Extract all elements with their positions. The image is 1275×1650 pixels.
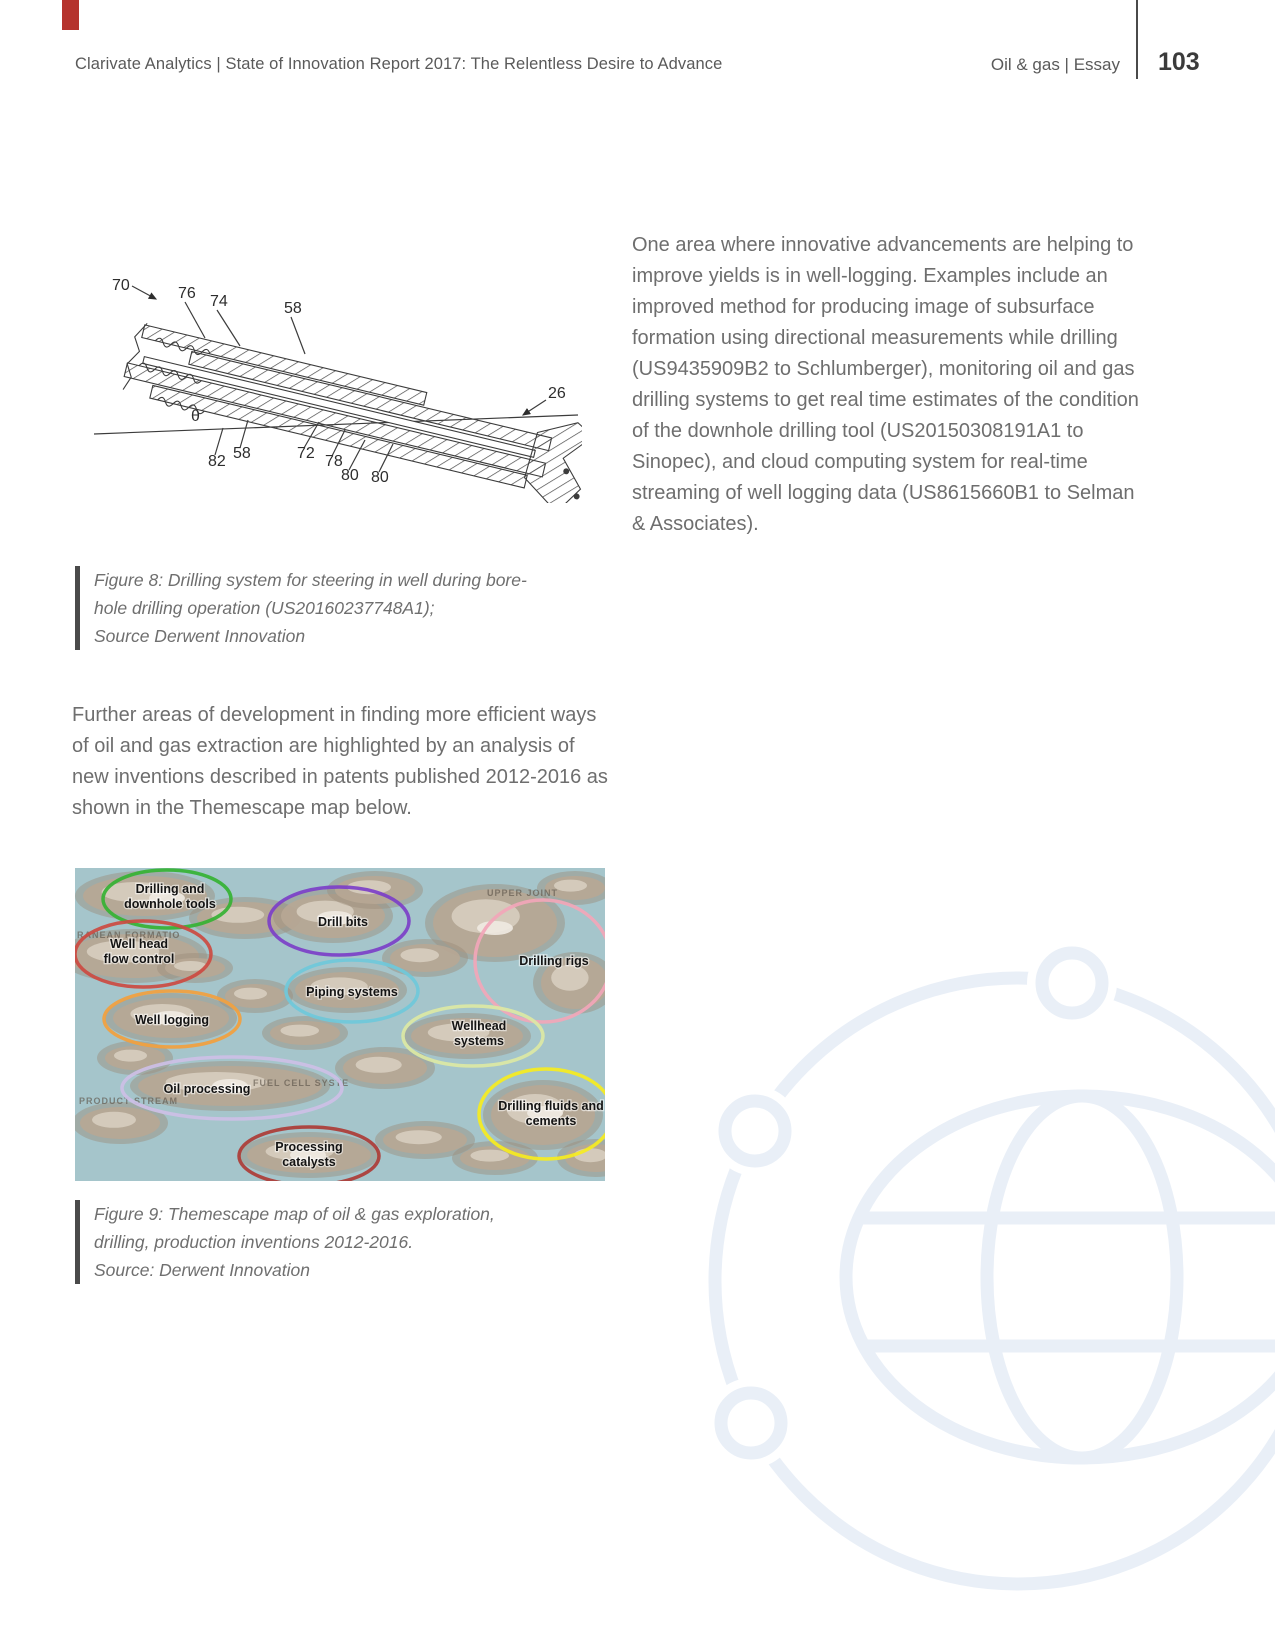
- map-region-label: cements: [525, 1114, 577, 1128]
- themescape-map-image: [75, 868, 605, 1181]
- map-region-label: Drilling fluids and: [498, 1099, 604, 1113]
- map-region-label: Drilling rigs: [519, 954, 589, 968]
- figure8-patent-drawing: [92, 268, 582, 503]
- map-region-label: Well head: [109, 937, 169, 951]
- figure8-leader-line: [291, 317, 305, 354]
- figure9-caption: [75, 1200, 534, 1284]
- brand-accent-bar: [62, 0, 79, 30]
- figure8-ref-numeral: 26: [548, 385, 566, 402]
- figure9-caption-line: Source: Derwent Innovation: [94, 1260, 310, 1280]
- figure8-ref-numeral: 58: [284, 300, 302, 317]
- figure8-leader-line: [185, 302, 205, 338]
- header-report-title: Clarivate Analytics | State of Innovation Report 2017: The Relentless Desire to Advance: [75, 55, 723, 73]
- map-region-label: Drill bits: [317, 915, 369, 929]
- map-faint-term: FUEL CELL SYSTE: [253, 1078, 350, 1088]
- figure8-caption: [75, 566, 534, 650]
- map-region-label: catalysts: [282, 1155, 336, 1169]
- header-section-label: Oil & gas | Essay: [990, 55, 1120, 74]
- figure8-leader-line: [523, 400, 546, 415]
- figure8-ref-numeral: 80: [341, 467, 359, 484]
- figure8-ref-numeral: 70: [112, 277, 130, 294]
- map-region-label: Well logging: [134, 1013, 210, 1027]
- figure8-ref-numeral: 82: [208, 453, 226, 470]
- map-region-label: Wellhead: [451, 1019, 507, 1033]
- page-number: 103: [1158, 48, 1200, 76]
- map-region-label: Processing: [275, 1140, 343, 1154]
- figure8-ref-numeral: 58: [233, 445, 251, 462]
- figure8-caption-line: Figure 8: Drilling system for steering in well during bore-: [94, 570, 527, 590]
- figure9-caption-line: drilling, production inventions 2012-2016.: [94, 1232, 414, 1252]
- header-divider: [1136, 0, 1138, 79]
- globe-icon: [715, 953, 1275, 1584]
- map-region-label: Drilling and: [135, 882, 205, 896]
- map-region-label: downhole tools: [124, 897, 216, 911]
- figure9-themescape-map: [75, 868, 605, 1181]
- figure8-caption-line: hole drilling operation (US20160237748A1);: [94, 598, 435, 618]
- map-region-label: systems: [453, 1034, 505, 1048]
- figure8-caption-line: Source Derwent Innovation: [94, 626, 306, 646]
- figure8-ref-numeral: 78: [325, 453, 343, 470]
- map-faint-term: UPPER JOINT: [487, 888, 559, 898]
- map-region-label: Oil processing: [163, 1082, 251, 1096]
- figure8-leader-line: [132, 286, 156, 299]
- body-paragraph-themescape-intro: Further areas of development in finding more efficient ways of oil and gas extraction are highlighted by an analysis of new inventions described in patents published 2012-2016 as shown in the Themescape map below.: [72, 704, 608, 819]
- figure8-ref-numeral: 74: [210, 293, 228, 310]
- map-faint-term: PRODUCT STREAM: [79, 1096, 178, 1106]
- map-region-label: flow control: [103, 952, 175, 966]
- map-region-label: Piping systems: [306, 985, 398, 999]
- figure9-caption-line: Figure 9: Themescape map of oil & gas exploration,: [94, 1204, 495, 1224]
- figure8-leader-line: [215, 428, 223, 455]
- figure8-leader-line: [240, 420, 248, 448]
- figure8-ref-numeral: θ: [191, 408, 200, 425]
- figure8-leader-line: [217, 310, 240, 346]
- figure8-ref-numeral: 76: [178, 285, 196, 302]
- body-paragraph-well-logging: One area where innovative advancements are helping to improve yields is in well-logging. Examples include an improved method for producing image of subsurface formation using directional measurements while drilling (US9435909B2 to Schlumberger), monitoring oil and gas drilling systems to get real time estimates of the condition of the downhole drilling tool (US20150308191A1 to Sinopec), and cloud computing system for real-time streaming of well logging data (US8615660B1 to Selman & Associates).: [632, 234, 1139, 535]
- figure8-ref-numeral: 80: [371, 469, 389, 486]
- map-faint-term: RANEAN FORMATIO: [77, 930, 181, 940]
- figure8-ref-numeral: 72: [297, 445, 315, 462]
